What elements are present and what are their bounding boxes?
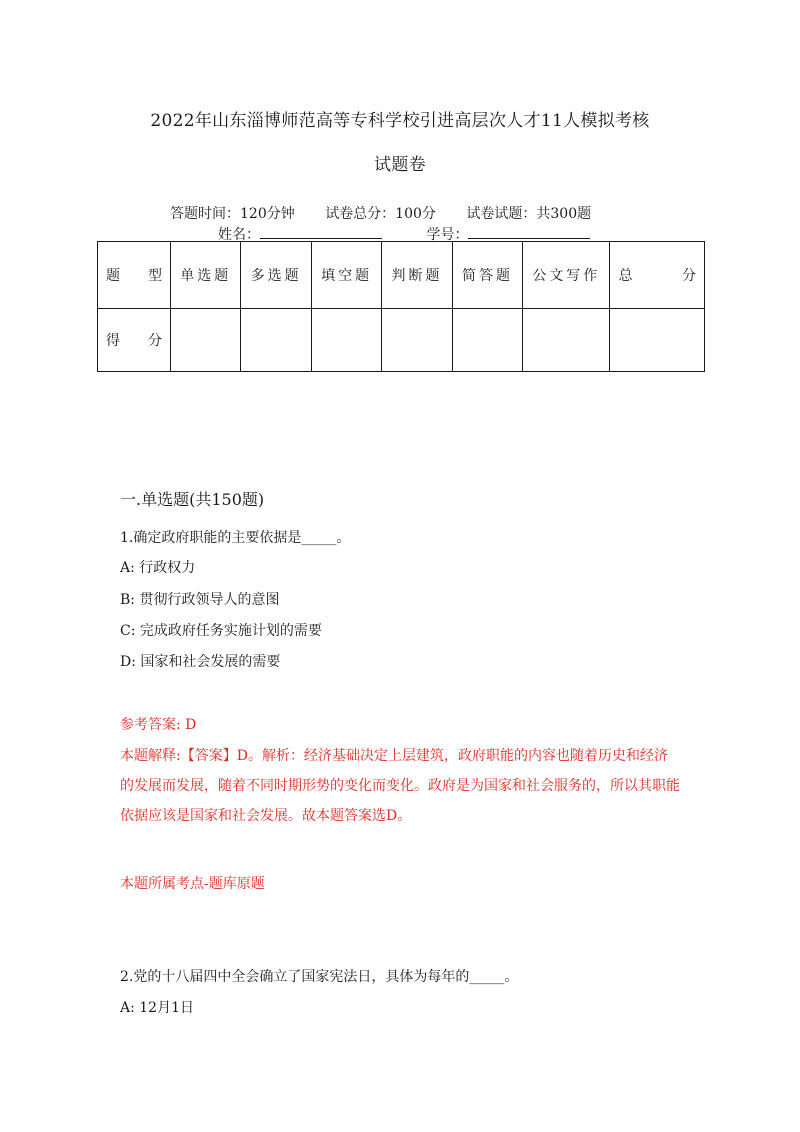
score-cell-multiple-choice[interactable] bbox=[241, 309, 311, 372]
col-total: 总 分 bbox=[610, 242, 705, 309]
score-cell-true-false[interactable] bbox=[382, 309, 452, 372]
student-id-label: 学号： bbox=[426, 227, 469, 243]
question-1-option-c: C: 完成政府任务实施计划的需要 bbox=[120, 623, 322, 639]
score-cell-document-writing[interactable] bbox=[523, 309, 610, 372]
student-id-field[interactable] bbox=[468, 226, 590, 239]
score-cell-short-answer[interactable] bbox=[452, 309, 522, 372]
question-1-option-a: A: 行政权力 bbox=[120, 560, 196, 576]
document-title-line-1: 2022年山东淄博师范高等专科学校引进高层次人才11人模拟考核 bbox=[150, 111, 650, 131]
col-single-choice: 单选题 bbox=[171, 242, 241, 309]
question-2-stem: 2.党的十八届四中全会确立了国家宪法日，具体为每年的_____。 bbox=[120, 969, 519, 985]
question-type-header: 题 型 bbox=[98, 242, 171, 309]
score-table-score-row bbox=[98, 309, 705, 372]
score-cell-fill-blank[interactable] bbox=[311, 309, 381, 372]
name-field[interactable] bbox=[260, 226, 382, 239]
score-row-header: 得 分 bbox=[98, 309, 171, 372]
question-1-explanation: 本题解释:【答案】D。解析：经济基础决定上层建筑，政府职能的内容也随着历史和经济的发展而发展，随着不同时期形势的变化而变化。政府是为国家和社会服务的，所以其职能依据应该是国家和社会发展。故本题答案选D。 bbox=[120, 748, 680, 824]
question-1-option-d: D: 国家和社会发展的需要 bbox=[120, 654, 281, 670]
exam-time: 答题时间：120分钟 bbox=[170, 206, 295, 222]
col-short-answer: 简答题 bbox=[452, 242, 522, 309]
score-table bbox=[97, 241, 705, 372]
document-title-line-2: 试题卷 bbox=[374, 155, 426, 175]
section-title: 一.单选题(共150题) bbox=[120, 490, 265, 509]
exam-meta bbox=[170, 203, 591, 223]
question-2-option-a: A: 12月1日 bbox=[120, 1000, 194, 1016]
col-true-false: 判断题 bbox=[382, 242, 452, 309]
question-1-stem: 1.确定政府职能的主要依据是_____。 bbox=[120, 530, 351, 546]
question-1-option-b: B: 贯彻行政领导人的意图 bbox=[120, 592, 280, 608]
question-1-tag: 本题所属考点-题库原题 bbox=[120, 876, 265, 892]
col-document-writing: 公文写作 bbox=[523, 242, 610, 309]
score-table-header-row bbox=[98, 242, 705, 309]
score-cell-single-choice[interactable] bbox=[171, 309, 241, 372]
col-multiple-choice: 多选题 bbox=[241, 242, 311, 309]
name-label: 姓名： bbox=[218, 227, 260, 243]
score-cell-total[interactable] bbox=[610, 309, 705, 372]
exam-total-score: 试卷总分：100分 bbox=[325, 206, 436, 222]
exam-question-count: 试卷试题：共300题 bbox=[466, 206, 592, 222]
question-1-answer: 参考答案: D bbox=[120, 717, 197, 733]
col-fill-blank: 填空题 bbox=[311, 242, 381, 309]
